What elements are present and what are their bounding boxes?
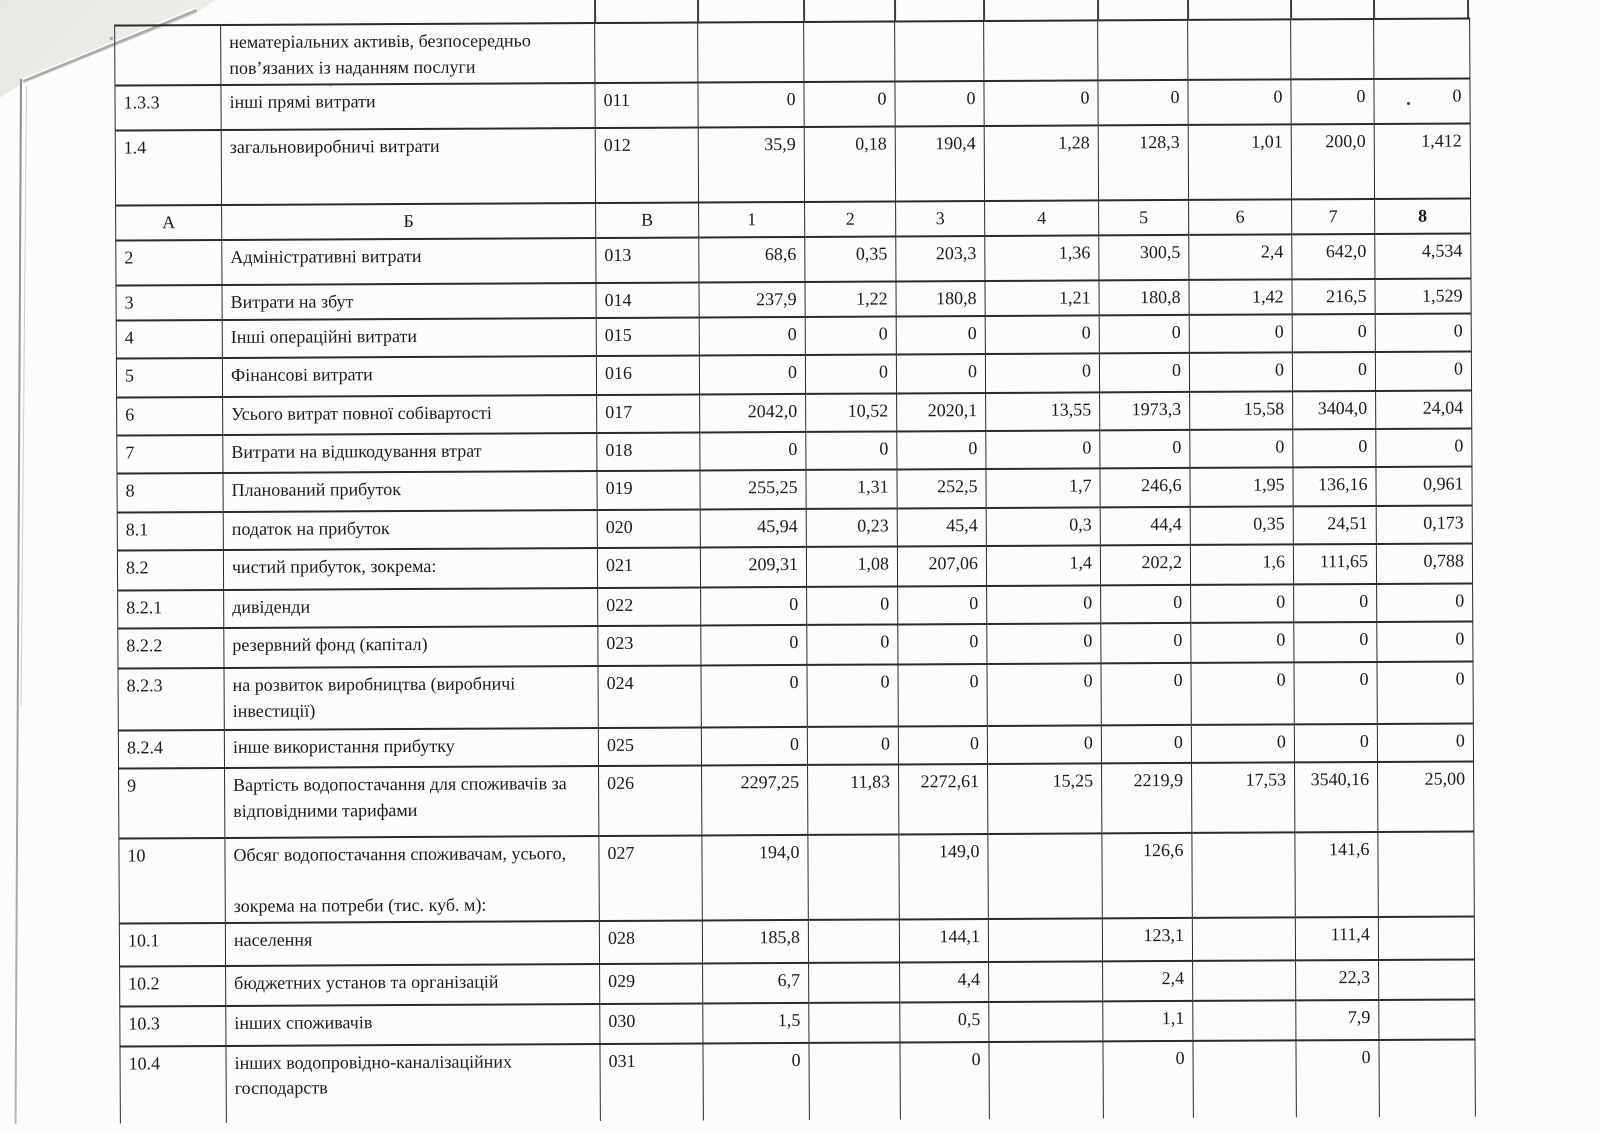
value-cell: 300,5 [1099,235,1189,280]
value-cell [1291,19,1374,79]
value-cell [1378,916,1474,960]
item-label-cell: Витрати на збут [222,283,596,320]
value-cell: 35,9 [698,127,804,203]
value-cell: 0 [898,586,987,624]
value-cell: 0 [898,726,987,764]
value-cell: 2,4 [1189,234,1292,280]
value-cell: 0 [1292,314,1375,352]
value-cell [1193,960,1296,1001]
value-cell: 24,51 [1293,506,1376,544]
item-label-cell: на розвиток виробництва (виробничі інвестиції) [224,666,598,730]
value-cell: 2272,61 [899,764,988,834]
code-cell: 031 [600,1043,703,1121]
cutoff-row-border-stub [594,0,596,22]
value-cell [989,1041,1103,1119]
value-cell: 1,31 [806,469,897,508]
item-label-cell: населення [225,921,599,966]
cutoff-row-border-stub [697,0,699,22]
cutoff-row-border-stub [1290,0,1292,18]
value-cell [1193,1040,1296,1118]
item-label-cell: інших водопровідно-каналізаційних господарств [226,1044,600,1123]
value-cell: 6,7 [703,963,809,1004]
value-cell: 0 [1291,79,1374,124]
value-cell [1098,20,1188,80]
value-cell: 0 [1191,662,1294,725]
code-cell: 020 [597,509,700,548]
value-cell: 0 [1374,78,1470,124]
value-cell: 15,25 [988,763,1102,834]
value-cell: 203,3 [896,236,985,281]
value-cell: 1,412 [1374,123,1470,199]
code-cell: 023 [598,625,701,666]
value-cell [1192,832,1295,917]
value-cell: 216,5 [1292,279,1375,314]
code-cell: 021 [597,547,700,588]
value-cell: 0,788 [1376,543,1472,584]
value-cell: 207,06 [897,546,986,586]
value-cell: 0 [1377,621,1473,662]
value-cell: 0 [1377,661,1473,724]
row-number-cell: 9 [119,768,225,839]
code-cell: 028 [599,920,702,964]
value-cell: 0 [1377,583,1473,622]
value-cell [808,834,899,919]
row-number-cell: 10.2 [120,966,226,1007]
code-cell: 030 [600,1003,703,1044]
value-cell [988,918,1102,962]
item-label-cell: резервний фонд (капітал) [224,626,598,668]
value-cell: 0 [1103,1041,1193,1118]
value-cell: 0,35 [1190,506,1293,545]
code-cell [595,22,698,83]
column-header-cell: 8 [1375,198,1471,234]
row-number-cell: 8.2 [117,550,223,591]
value-cell: 0,3 [986,507,1100,546]
scan-speck [1407,102,1410,105]
row-number-cell: 5 [116,358,222,398]
value-cell: 0 [807,624,898,664]
value-cell: 180,8 [896,281,985,316]
table-row [115,18,1470,85]
column-header-cell: 5 [1099,200,1189,235]
code-cell: 024 [598,665,701,728]
value-cell: 0 [896,316,985,354]
item-label-cell: чистий прибуток, зокрема: [223,548,597,590]
value-cell: 128,3 [1098,125,1188,200]
value-cell: 0,173 [1376,505,1472,544]
code-cell: 018 [597,432,700,471]
column-header-cell: А [116,205,222,241]
value-cell: 0 [897,431,986,469]
code-cell: 017 [597,394,700,433]
value-cell: 252,5 [897,469,986,508]
value-cell: 0 [986,430,1100,469]
value-cell: 0 [701,665,807,728]
value-cell: 111,4 [1295,917,1378,960]
value-cell: 0 [1294,622,1377,662]
value-cell: 0 [805,354,896,393]
value-cell [1193,1000,1296,1041]
value-cell: 0 [1293,429,1376,467]
row-number-cell: 3 [116,285,222,321]
code-cell: 025 [598,727,701,766]
column-header-cell: В [596,202,699,238]
item-label-cell: загальновиробничі витрати [221,128,595,205]
table-row [118,621,1473,668]
value-cell: 17,53 [1192,762,1295,833]
code-cell: 013 [596,237,699,283]
row-number-cell: 10.4 [120,1046,226,1124]
value-cell: 45,94 [700,509,806,548]
value-cell: 2297,25 [702,765,808,836]
value-cell: 13,55 [986,392,1100,431]
value-cell: 1,5 [703,1003,809,1044]
column-header-cell: 2 [805,201,896,236]
row-number-cell: 8.2.1 [118,590,224,629]
value-cell [809,962,900,1002]
code-cell: 026 [599,765,702,836]
value-cell: 1,36 [985,235,1099,281]
value-cell: 1,7 [986,468,1100,508]
value-cell: 141,6 [1295,832,1378,917]
value-cell [808,919,899,962]
table-row [120,959,1475,1006]
item-label-cell: Вартість водопостачання для споживачів за відповідними тарифами [225,766,599,838]
value-cell: 0,35 [805,236,896,281]
table-row [120,1039,1475,1123]
item-label-cell: Фінансові витрати [222,356,596,397]
scan-speck [110,37,113,40]
value-cell: 0 [987,663,1101,726]
column-header-cell: Б [222,203,596,240]
value-cell [1379,959,1475,1000]
value-cell: 200,0 [1291,124,1374,199]
value-cell: 0 [1101,725,1191,763]
value-cell: 0 [700,432,806,471]
value-cell: 642,0 [1292,234,1375,279]
row-number-cell: 8 [117,473,223,513]
code-cell: 029 [600,963,703,1004]
value-cell: 0 [701,625,807,666]
scan-speck [330,85,332,87]
value-cell: 0 [1099,353,1189,392]
value-cell: 15,58 [1190,391,1293,430]
value-cell: 0 [1098,80,1188,125]
row-number-cell [115,25,221,86]
value-cell: 1,1 [1103,1001,1193,1041]
row-number-cell: 6 [117,397,223,436]
value-cell: 0,5 [900,1002,989,1042]
table-row [115,123,1470,205]
value-cell: 111,65 [1293,544,1376,584]
value-cell: 4,534 [1375,233,1471,279]
code-cell: 019 [597,470,700,510]
item-label-cell: Адміністративні витрати [222,238,596,285]
value-cell: 246,6 [1100,468,1190,507]
value-cell: 0 [898,624,987,664]
value-cell [988,833,1102,918]
item-label-cell: бюджетних установ та організацій [226,964,600,1006]
value-cell: 194,0 [702,835,808,920]
column-header-cell: 6 [1189,199,1292,235]
value-cell: 0 [985,353,1099,393]
row-number-cell: 1.3.3 [115,85,221,131]
value-cell: 0 [699,355,805,395]
table-row [117,543,1472,590]
value-cell: 0 [984,80,1098,126]
item-label-cell: дивіденди [224,588,598,628]
value-cell: 0 [1188,79,1291,125]
value-cell: 202,2 [1100,545,1190,585]
code-cell: 027 [599,835,702,920]
item-label-cell: податок на прибуток [223,510,597,550]
value-cell: 1,22 [805,281,896,316]
row-number-cell: 1.4 [115,130,221,206]
value-cell: 0 [701,727,807,766]
code-cell: 012 [595,127,698,203]
value-cell: 68,6 [699,237,805,283]
column-header-cell: 1 [699,202,805,238]
value-cell: 0 [805,316,896,354]
value-cell: 3540,16 [1295,762,1378,832]
item-label-cell: інших споживачів [226,1004,600,1046]
value-cell: 0 [807,726,898,764]
value-cell: 1,4 [986,545,1100,586]
value-cell: 0 [987,725,1101,764]
column-header-cell: 3 [896,201,985,236]
item-label-cell: Інші операційні витрати [222,318,596,358]
value-cell: 0 [1376,428,1472,467]
value-cell: 0 [1099,315,1189,353]
value-cell: 0 [1292,352,1375,391]
value-cell: 22,3 [1296,960,1379,1000]
value-cell [984,20,1098,81]
value-cell: 0,961 [1376,466,1472,506]
value-cell [1192,917,1295,961]
cutoff-row-border-stub [803,0,805,21]
value-cell: 0 [1101,663,1191,725]
value-cell [895,21,984,81]
value-cell: 0 [898,664,987,726]
value-cell: 4,4 [900,962,989,1002]
value-cell: 0 [987,623,1101,664]
item-label-cell: Витрати на відшкодування втрат [223,433,597,473]
cutoff-row-border-stub [1187,0,1189,19]
row-number-cell: 8.1 [117,512,223,551]
value-cell [809,1002,900,1042]
value-cell: 0,23 [806,508,897,546]
value-cell: 0 [1375,313,1471,352]
value-cell: 1,529 [1375,278,1471,314]
value-cell: 45,4 [897,508,986,546]
row-number-cell: 8.2.2 [118,628,224,669]
value-cell [698,22,804,83]
cutoff-row-border-stub [1467,0,1469,17]
row-number-cell: 7 [117,435,223,474]
value-cell: 123,1 [1102,918,1192,961]
value-cell: 1,42 [1189,279,1292,315]
cutoff-row-border-stub [1373,0,1375,18]
value-cell [1188,19,1291,80]
value-cell: 0 [1294,724,1377,762]
value-cell: 190,4 [895,126,984,201]
item-label-cell: нематеріальних активів, безпосередньо пов’язаних із наданням послуги [221,23,595,85]
cutoff-row-border-stub [1097,0,1099,19]
tariff-cost-table [114,17,1476,1123]
table-row [120,999,1475,1046]
value-cell: 0 [1191,584,1294,623]
code-cell: 011 [595,82,698,128]
page-left-edge-shadow [21,86,27,706]
value-cell [1374,18,1470,79]
row-number-cell: 8.2.4 [118,730,224,769]
table-row [119,831,1474,923]
value-cell: 0 [1101,623,1191,663]
value-cell: 44,4 [1100,507,1190,545]
value-cell: 2,4 [1103,961,1193,1001]
value-cell [1379,1039,1475,1117]
value-cell: 0 [1190,429,1293,468]
value-cell: 3404,0 [1293,391,1376,429]
table-row [118,661,1473,730]
value-cell: 10,52 [806,393,897,431]
value-cell: 0 [701,587,807,626]
row-number-cell: 10 [119,838,225,923]
value-cell: 2020,1 [897,393,986,431]
cutoff-row-border-stub [894,0,896,20]
value-cell: 0 [1377,723,1473,762]
code-cell: 015 [596,317,699,356]
value-cell: 0 [804,81,895,126]
value-cell [1379,999,1475,1040]
value-cell: 0 [1191,622,1294,663]
value-cell: 11,83 [808,764,899,834]
item-label-cell: Обсяг водопостачання споживачам, усього, зокрема на потреби (тис. куб. м): [225,836,599,923]
value-cell [809,1042,900,1119]
value-cell: 0 [1100,430,1190,468]
value-cell: 0 [895,81,984,126]
value-cell: 209,31 [700,547,806,588]
row-number-cell: 8.2.3 [118,668,224,731]
value-cell: 0 [807,586,898,624]
value-cell: 180,8 [1099,280,1189,315]
value-cell: 0 [896,354,985,393]
value-cell: 1,08 [806,546,897,586]
value-cell: 185,8 [702,920,808,964]
value-cell: 0 [1294,662,1377,724]
item-label-cell: інші прямі витрати [221,83,595,130]
value-cell: 1,95 [1190,467,1293,507]
value-cell: 0 [1296,1040,1379,1117]
value-cell: 0 [806,431,897,469]
value-cell: 1,28 [984,125,1098,201]
value-cell: 0 [699,317,805,356]
row-number-cell: 4 [116,320,222,359]
value-cell: 0 [985,315,1099,354]
value-cell [989,1001,1103,1042]
column-header-cell: 7 [1292,199,1375,234]
value-cell: 0 [1375,351,1471,391]
value-cell: 0 [1294,584,1377,622]
value-cell: 1973,3 [1100,392,1190,430]
value-cell [989,961,1103,1002]
item-label-cell: інше використання прибутку [224,728,598,768]
cutoff-row-border-stub [983,0,985,20]
value-cell: 0 [703,1043,809,1121]
row-number-cell: 10.1 [119,923,225,967]
value-cell: 0 [987,585,1101,624]
code-cell: 014 [596,282,699,318]
value-cell: 0 [698,82,804,128]
value-cell: 0,18 [804,126,895,201]
value-cell: 144,1 [899,919,988,962]
value-cell: 0 [1189,314,1292,353]
value-cell: 0 [1101,585,1191,623]
column-header-cell: 4 [985,200,1099,236]
table-row [119,761,1474,838]
value-cell: 136,16 [1293,467,1376,506]
value-cell: 2219,9 [1102,763,1192,833]
value-cell: 25,00 [1378,761,1474,832]
value-cell: 2042,0 [700,394,806,433]
table-row [115,78,1470,130]
value-cell: 0 [900,1042,989,1119]
value-cell: 7,9 [1296,1000,1379,1040]
value-cell: 1,01 [1188,124,1291,200]
row-number-cell: 10.3 [120,1006,226,1047]
table-row [116,233,1471,285]
value-cell: 237,9 [699,282,805,318]
value-cell [804,21,895,81]
value-cell: 0 [1189,352,1292,392]
item-label-cell: Планований прибуток [223,471,597,512]
row-number-cell: 2 [116,240,222,286]
value-cell: 24,04 [1376,390,1472,429]
value-cell: 0 [807,664,898,726]
tariff-table-wrap [114,17,1475,1123]
item-label-cell: Усього витрат повної собівартості [223,395,597,435]
table-row [119,916,1474,966]
value-cell: 126,6 [1102,833,1192,918]
code-cell: 022 [598,587,701,626]
code-cell: 016 [596,355,699,395]
value-cell: 149,0 [899,834,988,919]
value-cell: 255,25 [700,470,806,510]
value-cell: 1,21 [985,280,1099,316]
value-cell [1378,831,1474,916]
value-cell: 1,6 [1190,544,1293,585]
value-cell: 0 [1191,724,1294,763]
